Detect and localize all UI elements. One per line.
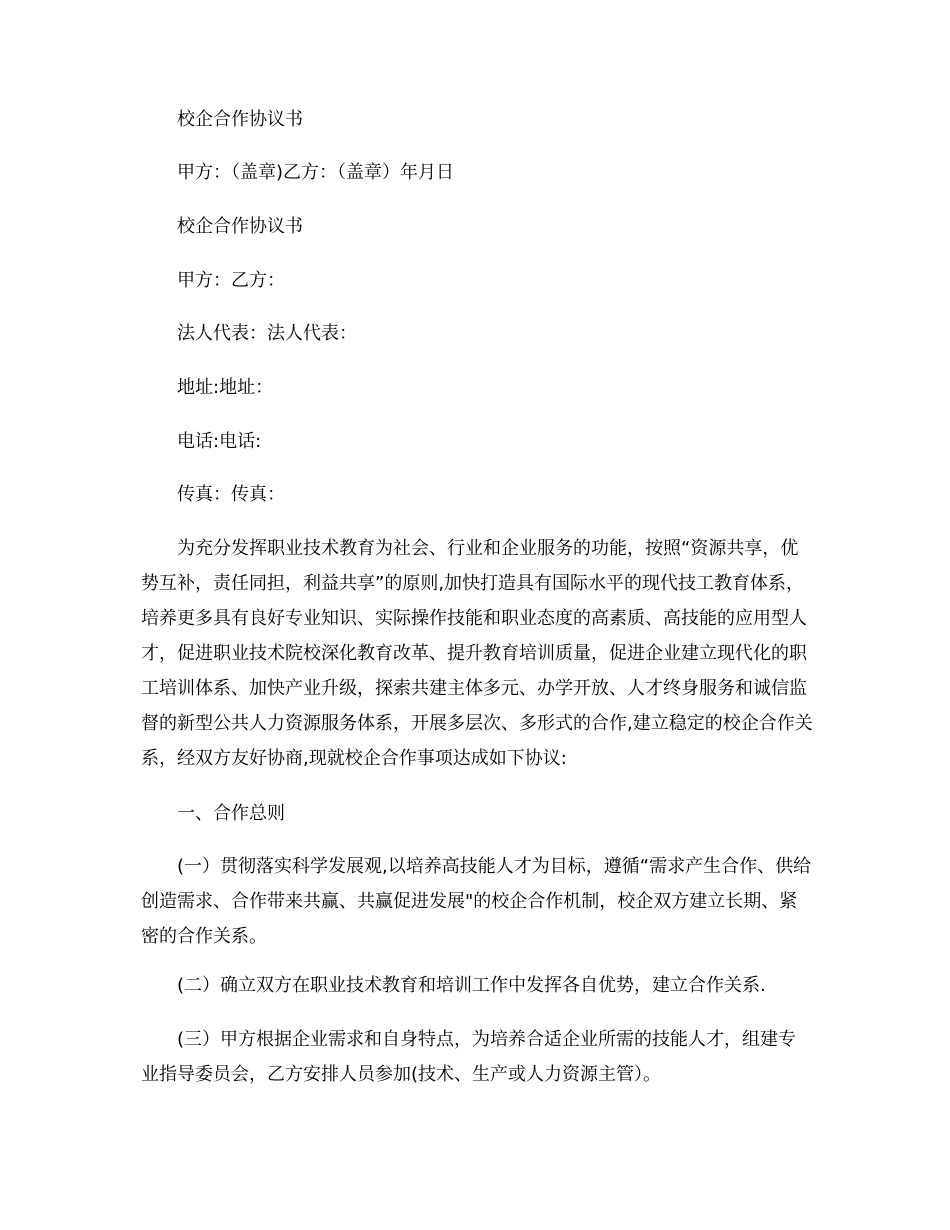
intro-paragraph: 为充分发挥职业技术教育为社会、行业和企业服务的功能，按照“资源共享，优势互补，责任同担，利益共享”的原则,加快打造具有国际水平的现代技工教育体系，培养更多具有良好专业知识、实际操作技能和职业态度的高素质、高技能的应用型人才，促进职业技术院校深化教育改革、提升教育培训质量，促进企业建立现代化的职工培训体系、加快产业升级，探索共建主体多元、办学开放、人才终身服务和诚信监督的新型公共人力资源服务体系，开展多层次、多形式的合作,建立稳定的校企合作关系，经双方友好协商,现就校企合作事项达成如下协议: (141, 538, 813, 769)
legal-rep-line: 法人代表：法人代表： (177, 323, 357, 344)
fax-line: 传真：传真： (177, 484, 285, 505)
document-title: 校企合作协议书 (177, 109, 303, 130)
clause-2: (二）确立双方在职业技术教育和培训工作中发挥各自优势，建立合作关系. (177, 975, 766, 996)
document-title-repeat: 校企合作协议书 (177, 216, 303, 237)
signature-line: 甲方：（盖章)乙方：（盖章）年月日 (177, 162, 455, 183)
phone-line: 电话:电话: (177, 431, 262, 452)
section-heading: 一、合作总则 (177, 803, 285, 824)
address-line: 地址:地址： (177, 377, 274, 398)
party-line: 甲方：乙方： (177, 270, 285, 291)
clause-1: (一）贯彻落实科学发展观,以培养高技能人才为目标，遵循“需求产生合作、供给创造需求、合作带来共赢、共赢促进发展"的校企合作机制，校企双方建立长期、紧密的合作关系。 (141, 856, 812, 947)
clause-3: (三）甲方根据企业需求和自身特点，为培养合适企业所需的技能人才，组建专业指导委员会，乙方安排人员参加(技术、生产或人力资源主管）。 (141, 1029, 797, 1085)
